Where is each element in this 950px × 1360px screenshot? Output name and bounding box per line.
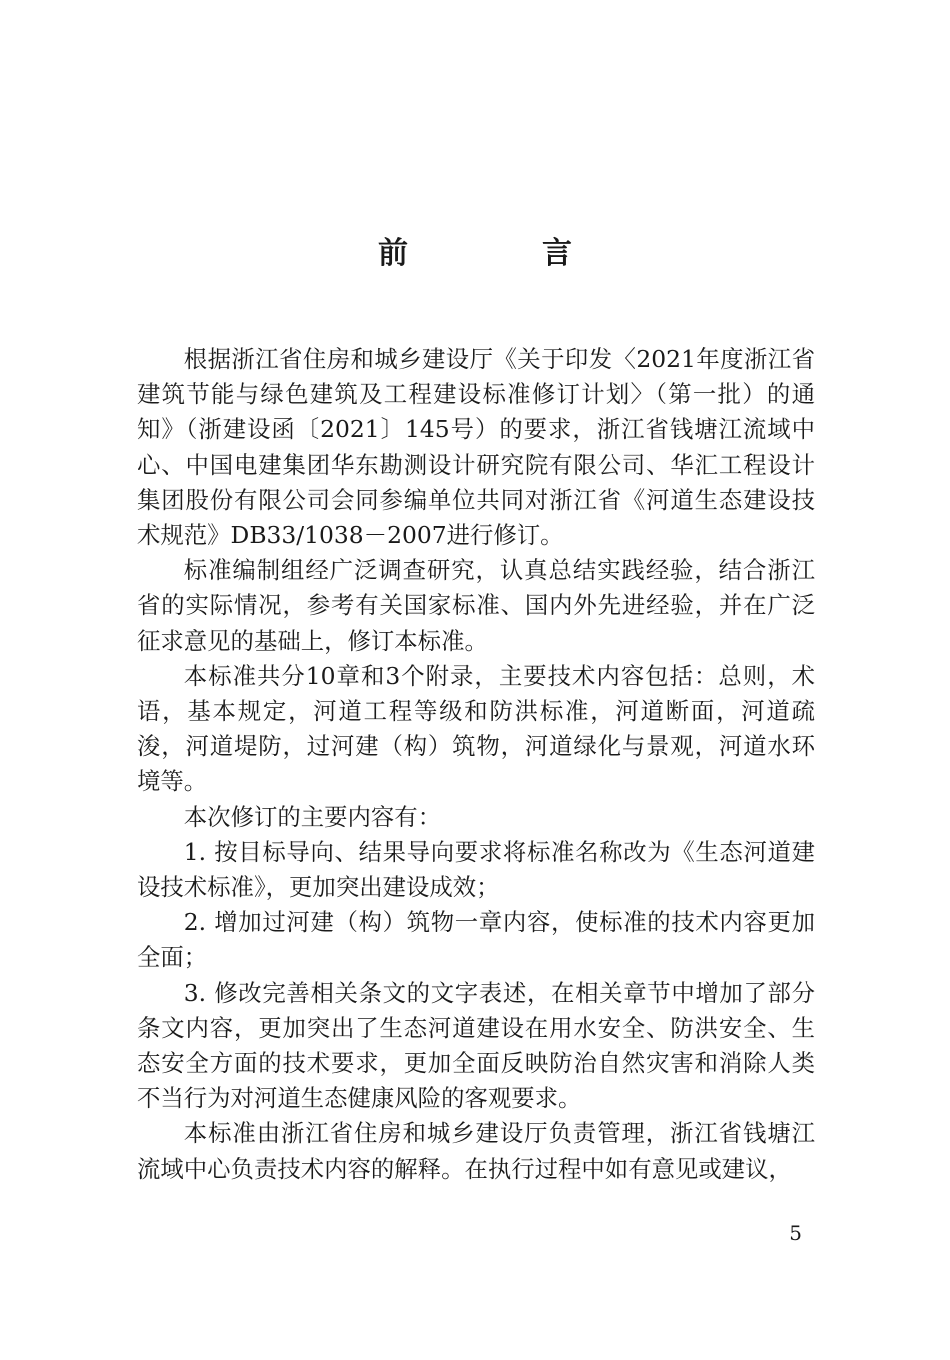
paragraph-3: 本标准共分10章和3个附录，主要技术内容包括：总则，术语，基本规定，河道工程等级和防洪标准，河道断面，河道疏浚，河道堤防，过河建（构）筑物，河道绿化与景观，河道水环境等。 bbox=[137, 661, 815, 796]
list-item-2: 2. 增加过河建（构）筑物一章内容，使标准的技术内容更加全面； bbox=[137, 908, 815, 972]
paragraph-4: 本次修订的主要内容有： bbox=[183, 802, 442, 831]
paragraph-2: 标准编制组经广泛调查研究，认真总结实践经验，结合浙江省的实际情况，参考有关国家标准、国内外先进经验，并在广泛征求意见的基础上，修订本标准。 bbox=[137, 556, 815, 655]
page-title: 前 言 bbox=[378, 236, 624, 271]
paragraph-5: 本标准由浙江省住房和城乡建设厅负责管理，浙江省钱塘江流域中心负责技术内容的解释。在执行过程中如有意见或建议， bbox=[137, 1119, 815, 1183]
page-number: 5 bbox=[789, 1221, 802, 1245]
preface-body bbox=[137, 342, 815, 1187]
paragraph-1: 根据浙江省住房和城乡建设厅《关于印发〈2021年度浙江省建筑节能与绿色建筑及工程建设标准修订计划〉（第一批）的通知》（浙建设函〔2021〕145号）的要求，浙江省钱塘江流域中心、中国电建集团华东勘测设计研究院有限公司、华汇工程设计集团股份有限公司会同参编单位共同对浙江省《河道生态建设技术规范》DB33/1038－2007进行修订。 bbox=[137, 345, 815, 550]
list-item-1: 1. 按目标导向、结果导向要求将标准名称改为《生态河道建设技术标准》，更加突出建设成效； bbox=[137, 837, 815, 902]
list-item-3: 3. 修改完善相关条文的文字表述，在相关章节中增加了部分条文内容，更加突出了生态河道建设在用水安全、防洪安全、生态安全方面的技术要求，更加全面反映防治自然灾害和消除人类不当行为对河道生态健康风险的客观要求。 bbox=[137, 978, 815, 1113]
